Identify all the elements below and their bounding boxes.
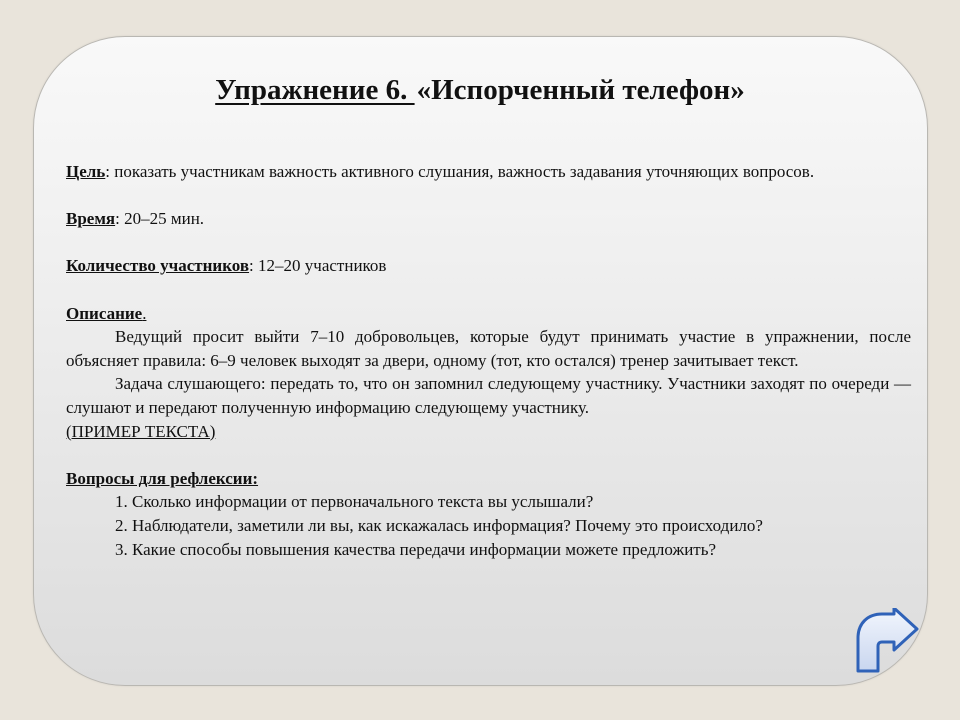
participants-line — [66, 254, 911, 278]
example-text-link[interactable]: (ПРИМЕР ТЕКСТА) — [66, 421, 216, 441]
return-arrow-icon — [854, 608, 920, 674]
goal-text: : показать участникам важность активного слушания, важность задавания уточняющих вопросов. — [105, 162, 815, 181]
title-name: «Испорченный телефон» — [416, 74, 745, 106]
goal-label: Цель — [66, 162, 106, 181]
reflection-question: 2. Наблюдатели, заметили ли вы, как искажалась информация? Почему это происходило? — [115, 515, 763, 535]
description-paragraph-2: Задача слушающего: передать то, что он запомнил следующему участнику. Участники заходят по очереди — слушают и передают полученную информацию следующему участнику. — [66, 374, 911, 417]
content-body — [66, 160, 911, 561]
description-paragraph-1: Ведущий просит выйти 7–10 добровольцев, которые будут принимать участие в упражнении, после объясняет правила: 6–9 человек выходят за двери, одному (тот, кто остался) тренер зачитывает текст. — [66, 327, 911, 370]
page-title — [0, 72, 960, 108]
participants-text: : 12–20 участников — [249, 256, 387, 276]
time-label: Время — [66, 209, 116, 229]
description-heading — [66, 302, 911, 326]
reflection-label: Вопросы для рефлексии: — [66, 468, 259, 488]
time-line — [66, 207, 911, 231]
reflection-heading — [66, 467, 911, 491]
return-button[interactable] — [854, 608, 920, 674]
description-label: Описание — [66, 303, 143, 323]
description-suffix: . — [142, 303, 147, 323]
reflection-question: 3. Какие способы повышения качества передачи информации можете предложить? — [115, 539, 717, 559]
participants-label: Количество участников — [66, 256, 250, 276]
goal-line — [66, 160, 911, 184]
title-lead: Упражнение 6. — [215, 74, 415, 106]
example-link-line — [66, 420, 911, 444]
reflection-question: 1. Сколько информации от первоначального текста вы услышали? — [115, 492, 594, 512]
time-text: : 20–25 мин. — [115, 209, 205, 229]
